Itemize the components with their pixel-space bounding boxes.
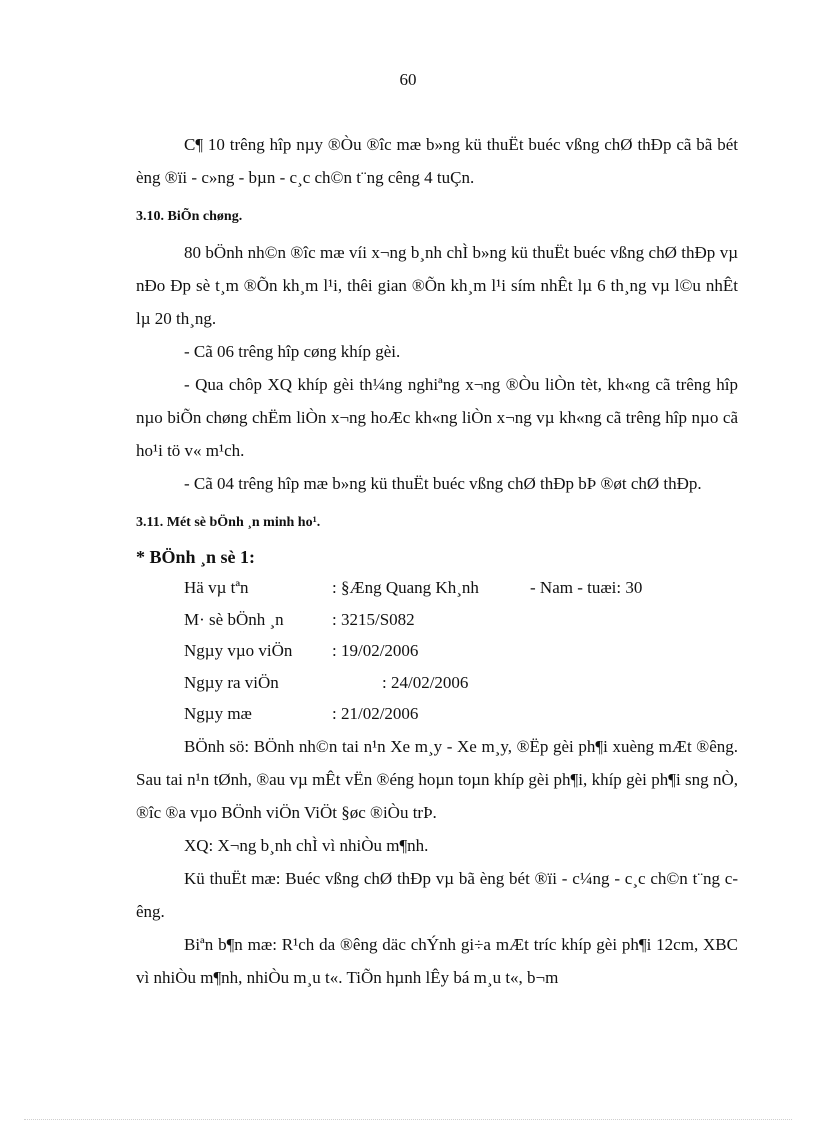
info-row-record-id — [136, 604, 738, 636]
discharge-label: Ngµy ra viÖn — [184, 672, 279, 692]
admission-value: : 19/02/2006 — [332, 641, 419, 660]
page-bottom-divider — [24, 1119, 792, 1120]
info-row-admission — [136, 635, 738, 667]
document-body — [136, 128, 738, 994]
page-number: 60 — [399, 70, 417, 89]
surgery-value: : 21/02/2006 — [332, 704, 419, 723]
section-heading-case-examples: 3.11. Mét sè bÖnh ¸n minh ho¹. — [136, 515, 321, 530]
name-label: Hä vµ tªn — [184, 578, 249, 597]
paragraph-xray: - Qua chôp XQ khíp gèi th¼ng nghiªng x¬ng ®Òu liÒn tèt, kh«ng cã trêng hîp nµo biÕn chøng chËm liÒn x¬ng hoÆc kh«ng liÒn x¬ng vµ kh«ng cã trêng hîp nµo cã ho¹i tö v« m¹ch. — [136, 375, 738, 460]
record-id-label: M· sè bÖnh ¸n — [184, 609, 284, 629]
admission-label: Ngµy vµo viÖn — [184, 641, 293, 660]
paragraph-intro: C¶ 10 trêng hîp nµy ®Òu ®îc mæ b»ng kü thuËt buéc vßng chØ thÐp cã bã bét èng ®ïi - c»ng - bµn - c¸c ch©n t¨ng cêng 4 tuÇn. — [136, 135, 738, 187]
paragraph-stiffness: - Cã 06 trêng hîp cøng khíp gèi. — [184, 342, 401, 361]
paragraph-surgery-notes: Biªn b¶n mæ: R¹ch da ®êng däc chÝnh gi÷a mÆt tríc khíp gèi ph¶i 12cm, XBC vì nhiÒu m¶nh, nhiÒu m¸u t«. TiÕn hµnh lÊy bá m¸u t«, b¬m — [136, 934, 738, 987]
paragraph-complications: 80 bÖnh nh©n ®îc mæ víi x¬ng b¸nh chÌ b»ng kü thuËt buéc vßng chØ thÐp vµ nÐo Ðp sè t¸m ®Õn kh¸m l¹i, thêi gian ®Õn kh¸m l¹i sím nhÊt lµ 6 th¸ng vµ l©u nhÊt lµ 20 th¸ng. — [136, 243, 738, 328]
discharge-value: : 24/02/2006 — [382, 672, 469, 692]
paragraph-xq: XQ: X¬ng b¸nh chÌ vì nhiÒu m¶nh. — [184, 835, 429, 855]
patient-info-block — [136, 572, 738, 730]
info-row-name — [136, 572, 738, 604]
info-row-discharge — [136, 667, 738, 699]
paragraph-technique: Kü thuËt mæ: Buéc vßng chØ thÐp vµ bã èng bét ®ïi - c¼ng - c¸c ch©n t¨ng cêng. — [136, 868, 738, 921]
section-heading-complications: 3.10. BiÕn chøng. — [136, 209, 243, 224]
case-title: * BÖnh ¸n sè 1: — [136, 547, 256, 567]
name-value: : §Æng Quang Kh¸nh — [332, 578, 479, 597]
paragraph-history: BÖnh sö: BÖnh nh©n tai n¹n Xe m¸y - Xe m¸y, ®Ëp gèi ph¶i xuèng mÆt ®êng. Sau tai n¹n tØnh, ®au vµ mÊt vËn ®éng hoµn toµn khíp gèi ph¶i, khíp gèi ph¶i sng nÒ, ®îc ®a vµo BÖnh viÖn ViÖt §øc ®iÒu trÞ. — [136, 736, 738, 822]
record-id-value: : 3215/S082 — [332, 609, 415, 629]
gender-age: - Nam - tuæi: 30 — [530, 578, 643, 597]
surgery-label: Ngµy mæ — [184, 704, 252, 723]
info-row-surgery — [136, 698, 738, 730]
paragraph-wire-break: - Cã 04 trêng hîp mæ b»ng kü thuËt buéc vßng chØ thÐp bÞ ®øt chØ thÐp. — [184, 474, 702, 493]
